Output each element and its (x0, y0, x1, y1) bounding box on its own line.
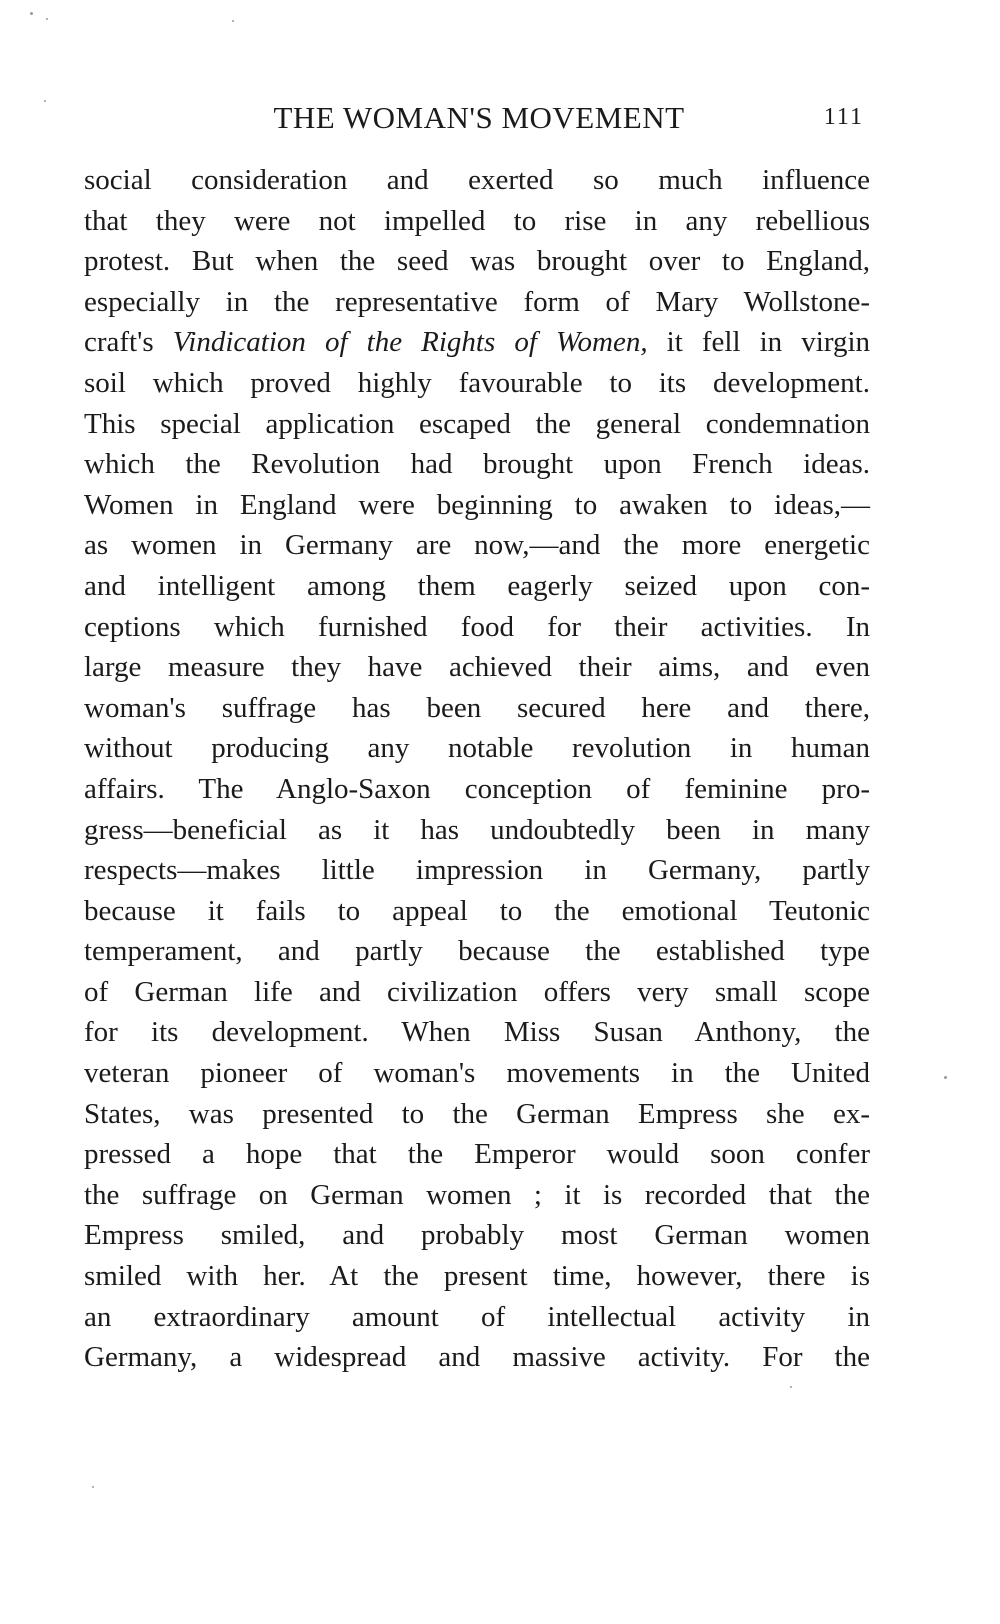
page-number: 111 (823, 104, 864, 130)
text-line: veteran pioneer of woman's movements in the United (84, 1057, 870, 1090)
text-line: social consideration and exerted so much influence (84, 164, 870, 196)
running-title: THE WOMAN'S MOVEMENT (273, 100, 685, 135)
text-line: for its development. When Miss Susan Anthony, the (84, 1016, 870, 1049)
text-line: This special application escaped the general condemnation (84, 407, 870, 440)
text-line: Empress smiled, and probably most German women (84, 1219, 870, 1252)
text-line: which the Revolution had brought upon French ideas. (84, 448, 870, 481)
book-title-italic: Vindication of the Rights of Women, (172, 326, 648, 359)
text-line: as women in Germany are now,—and the more energetic (84, 529, 870, 562)
text-line: States, was presented to the German Empress she ex- (84, 1097, 870, 1130)
text-line: that they were not impelled to rise in any rebellious (84, 204, 870, 237)
text-line: temperament, and partly because the established type (84, 935, 870, 968)
text-line: respects—makes little impression in Germany, partly (84, 854, 870, 887)
running-head (84, 100, 874, 140)
text-line: soil which proved highly favourable to its development. (84, 366, 870, 399)
text-line: large measure they have achieved their aims, and even (84, 651, 870, 684)
text-line: protest. But when the seed was brought over to England, (84, 245, 870, 278)
text-line: pressed a hope that the Emperor would soon confer (84, 1138, 870, 1171)
text-line (84, 322, 870, 363)
text-line: woman's suffrage has been secured here and there, (84, 691, 870, 724)
text-line: without producing any notable revolution in human (84, 732, 870, 765)
text-line: especially in the representative form of Mary Wollstone- (84, 285, 870, 318)
text-run: it fell in virgin (666, 326, 871, 359)
text-line: Women in England were beginning to awaken to ideas,— (84, 488, 870, 521)
text-run: craft's (84, 326, 154, 359)
body-text (84, 160, 870, 1418)
text-line: affairs. The Anglo-Saxon conception of feminine pro- (84, 772, 870, 805)
scan-speck (30, 12, 33, 15)
scan-speck (46, 18, 48, 20)
text-line: of German life and civilization offers very small scope (84, 975, 870, 1008)
scan-speck (944, 1076, 947, 1079)
text-line: because it fails to appeal to the emotional Teutonic (84, 894, 870, 927)
text-line: the suffrage on German women ; it is recorded that the (84, 1178, 870, 1211)
scan-speck (44, 100, 46, 102)
scan-speck (92, 1486, 94, 1488)
text-line: gress—beneficial as it has undoubtedly been in many (84, 813, 870, 846)
text-line: Germany, a widespread and massive activity. For the (84, 1341, 870, 1374)
scan-speck (232, 20, 234, 22)
text-line (84, 1378, 870, 1419)
text-line: smiled with her. At the present time, however, there is (84, 1260, 870, 1293)
text-line: an extraordinary amount of intellectual activity in (84, 1300, 870, 1333)
text-line: ceptions which furnished food for their activities. In (84, 610, 870, 643)
text-line: and intelligent among them eagerly seized upon con- (84, 569, 870, 602)
